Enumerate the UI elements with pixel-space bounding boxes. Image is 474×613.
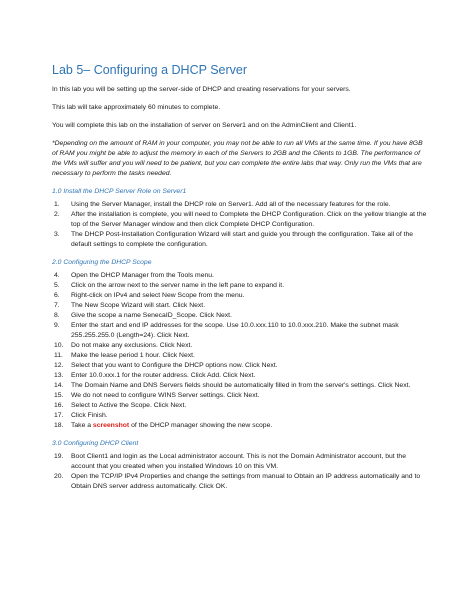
step-item [52, 341, 430, 351]
document-body [52, 62, 430, 500]
step-list [52, 452, 430, 492]
step-number: 18. [54, 422, 64, 429]
step-number: 20. [54, 473, 64, 480]
step-number: 6. [54, 292, 60, 299]
step-item [52, 210, 430, 230]
step-item [52, 381, 430, 391]
step-number: 12. [54, 362, 64, 369]
step-text: The New Scope Wizard will start. Click Next. [71, 302, 206, 309]
step-item [52, 421, 430, 431]
step-text: Enter the start and end IP addresses for the scope. Use 10.0.xxx.110 to 10.0.xxx.210. Make the subnet mask 255.255.255.0 (Length=24). Click Next. [71, 322, 399, 339]
step-number: 9. [54, 322, 60, 329]
step-number: 13. [54, 372, 64, 379]
step-item [52, 271, 430, 281]
step-number: 11. [54, 352, 63, 359]
sections [52, 187, 430, 492]
intro-paragraph: In this lab you will be setting up the server-side of DHCP and creating reservations for your servers. [52, 86, 351, 93]
screenshot-highlight: screenshot [92, 422, 130, 429]
step-item [52, 361, 430, 371]
step-number: 5. [54, 282, 60, 289]
step-number: 15. [54, 392, 64, 399]
step-item [52, 230, 430, 250]
step-text: Right-click on IPv4 and select New Scope from the menu. [71, 292, 245, 299]
step-text: Open the TCP/IP IPv4 Properties and change the settings from manual to Obtain an IP address automatically and to Obtain DNS server address automatically. Click OK. [71, 473, 421, 490]
step-number: 2. [54, 211, 60, 218]
step-number: 19. [54, 453, 64, 460]
step-text: Select that you want to Configure the DHCP options now. Click Next. [71, 362, 278, 369]
step-number: 8. [54, 312, 60, 319]
step-item [52, 351, 430, 361]
step-text: After the installation is complete, you will need to Complete the DHCP Configuration. Click on the yellow triangle at the top of the Server Manager window and then click Complete DHCP Configuration. [71, 211, 427, 228]
step-text: The DHCP Post-Installation Configuration Wizard will start and guide you through the configuration. Take all of the default settings to complete the configuration. [71, 231, 414, 248]
step-number: 14. [54, 382, 64, 389]
step-text: Boot Client1 and login as the Local administrator account. This is not the Domain Administrator account, but the account that you created when you installed Windows 10 on this VM. [71, 453, 406, 470]
step-text: Using the Server Manager, install the DHCP role on Server1. Add all of the necessary features for the role. [71, 201, 391, 208]
section-heading: 2.0 Configuring the DHCP Scope [52, 259, 152, 266]
ram-note: *Depending on the amount of RAM in your computer, you may not be able to run all VMs at the same time. If you have 8GB of RAM you might be able to adjust the memory in each of the Servers to 2GB and the Clients to 1GB. The performance of the VMs will suffer and you will need to be patient, but you can complete the entire labs that way. Only run the VMs that are necessary to perform the tasks needed. [52, 140, 423, 177]
step-item [52, 401, 430, 411]
step-text: Select to Active the Scope. Click Next. [71, 402, 187, 409]
step-item [52, 281, 430, 291]
step-list [52, 271, 430, 431]
step-item [52, 321, 430, 341]
step-item [52, 371, 430, 381]
page-title: Lab 5– Configuring a DHCP Server [52, 63, 248, 77]
step-item [52, 311, 430, 321]
step-text: Enter 10.0.xxx.1 for the router address. Click Add. Click Next. [71, 372, 256, 379]
step-item [52, 452, 430, 472]
step-number: 7. [54, 302, 60, 309]
step-item [52, 200, 430, 210]
step-text: Click Finish. [71, 412, 108, 419]
step-text: Give the scope a name SenecaID_Scope. Click Next. [71, 312, 232, 319]
step-item [52, 301, 430, 311]
step-text: Open the DHCP Manager from the Tools menu. [71, 272, 214, 279]
step-text: We do not need to configure WINS Server settings. Click Next. [71, 392, 260, 399]
intro-paragraph: This lab will take approximately 60 minutes to complete. [52, 104, 221, 111]
step-list [52, 200, 430, 250]
step-number: 10. [54, 342, 64, 349]
step-item [52, 472, 430, 492]
section-heading: 1.0 Install the DHCP Server Role on Server1 [52, 188, 187, 195]
step-number: 3. [54, 231, 60, 238]
step-text: The Domain Name and DNS Servers fields should be automatically filled in from the server's settings. Click Next. [71, 382, 411, 389]
step-number: 4. [54, 272, 60, 279]
step-text: Do not make any exclusions. Click Next. [71, 342, 193, 349]
step-item [52, 411, 430, 421]
step-text: Make the lease period 1 hour. Click Next. [71, 352, 195, 359]
step-number: 17. [54, 412, 64, 419]
step-number: 1. [54, 201, 60, 208]
intro-paragraph: You will complete this lab on the installation of server on Server1 and on the AdminClient and Client1. [52, 122, 357, 129]
step-text: Take a screenshot of the DHCP manager showing the new scope. [71, 422, 273, 429]
step-item [52, 391, 430, 401]
step-item [52, 291, 430, 301]
section-heading: 3.0 Configuring DHCP Client [52, 440, 139, 447]
step-number: 16. [54, 402, 64, 409]
step-text: Click on the arrow next to the server name in the left pane to expand it. [71, 282, 285, 289]
